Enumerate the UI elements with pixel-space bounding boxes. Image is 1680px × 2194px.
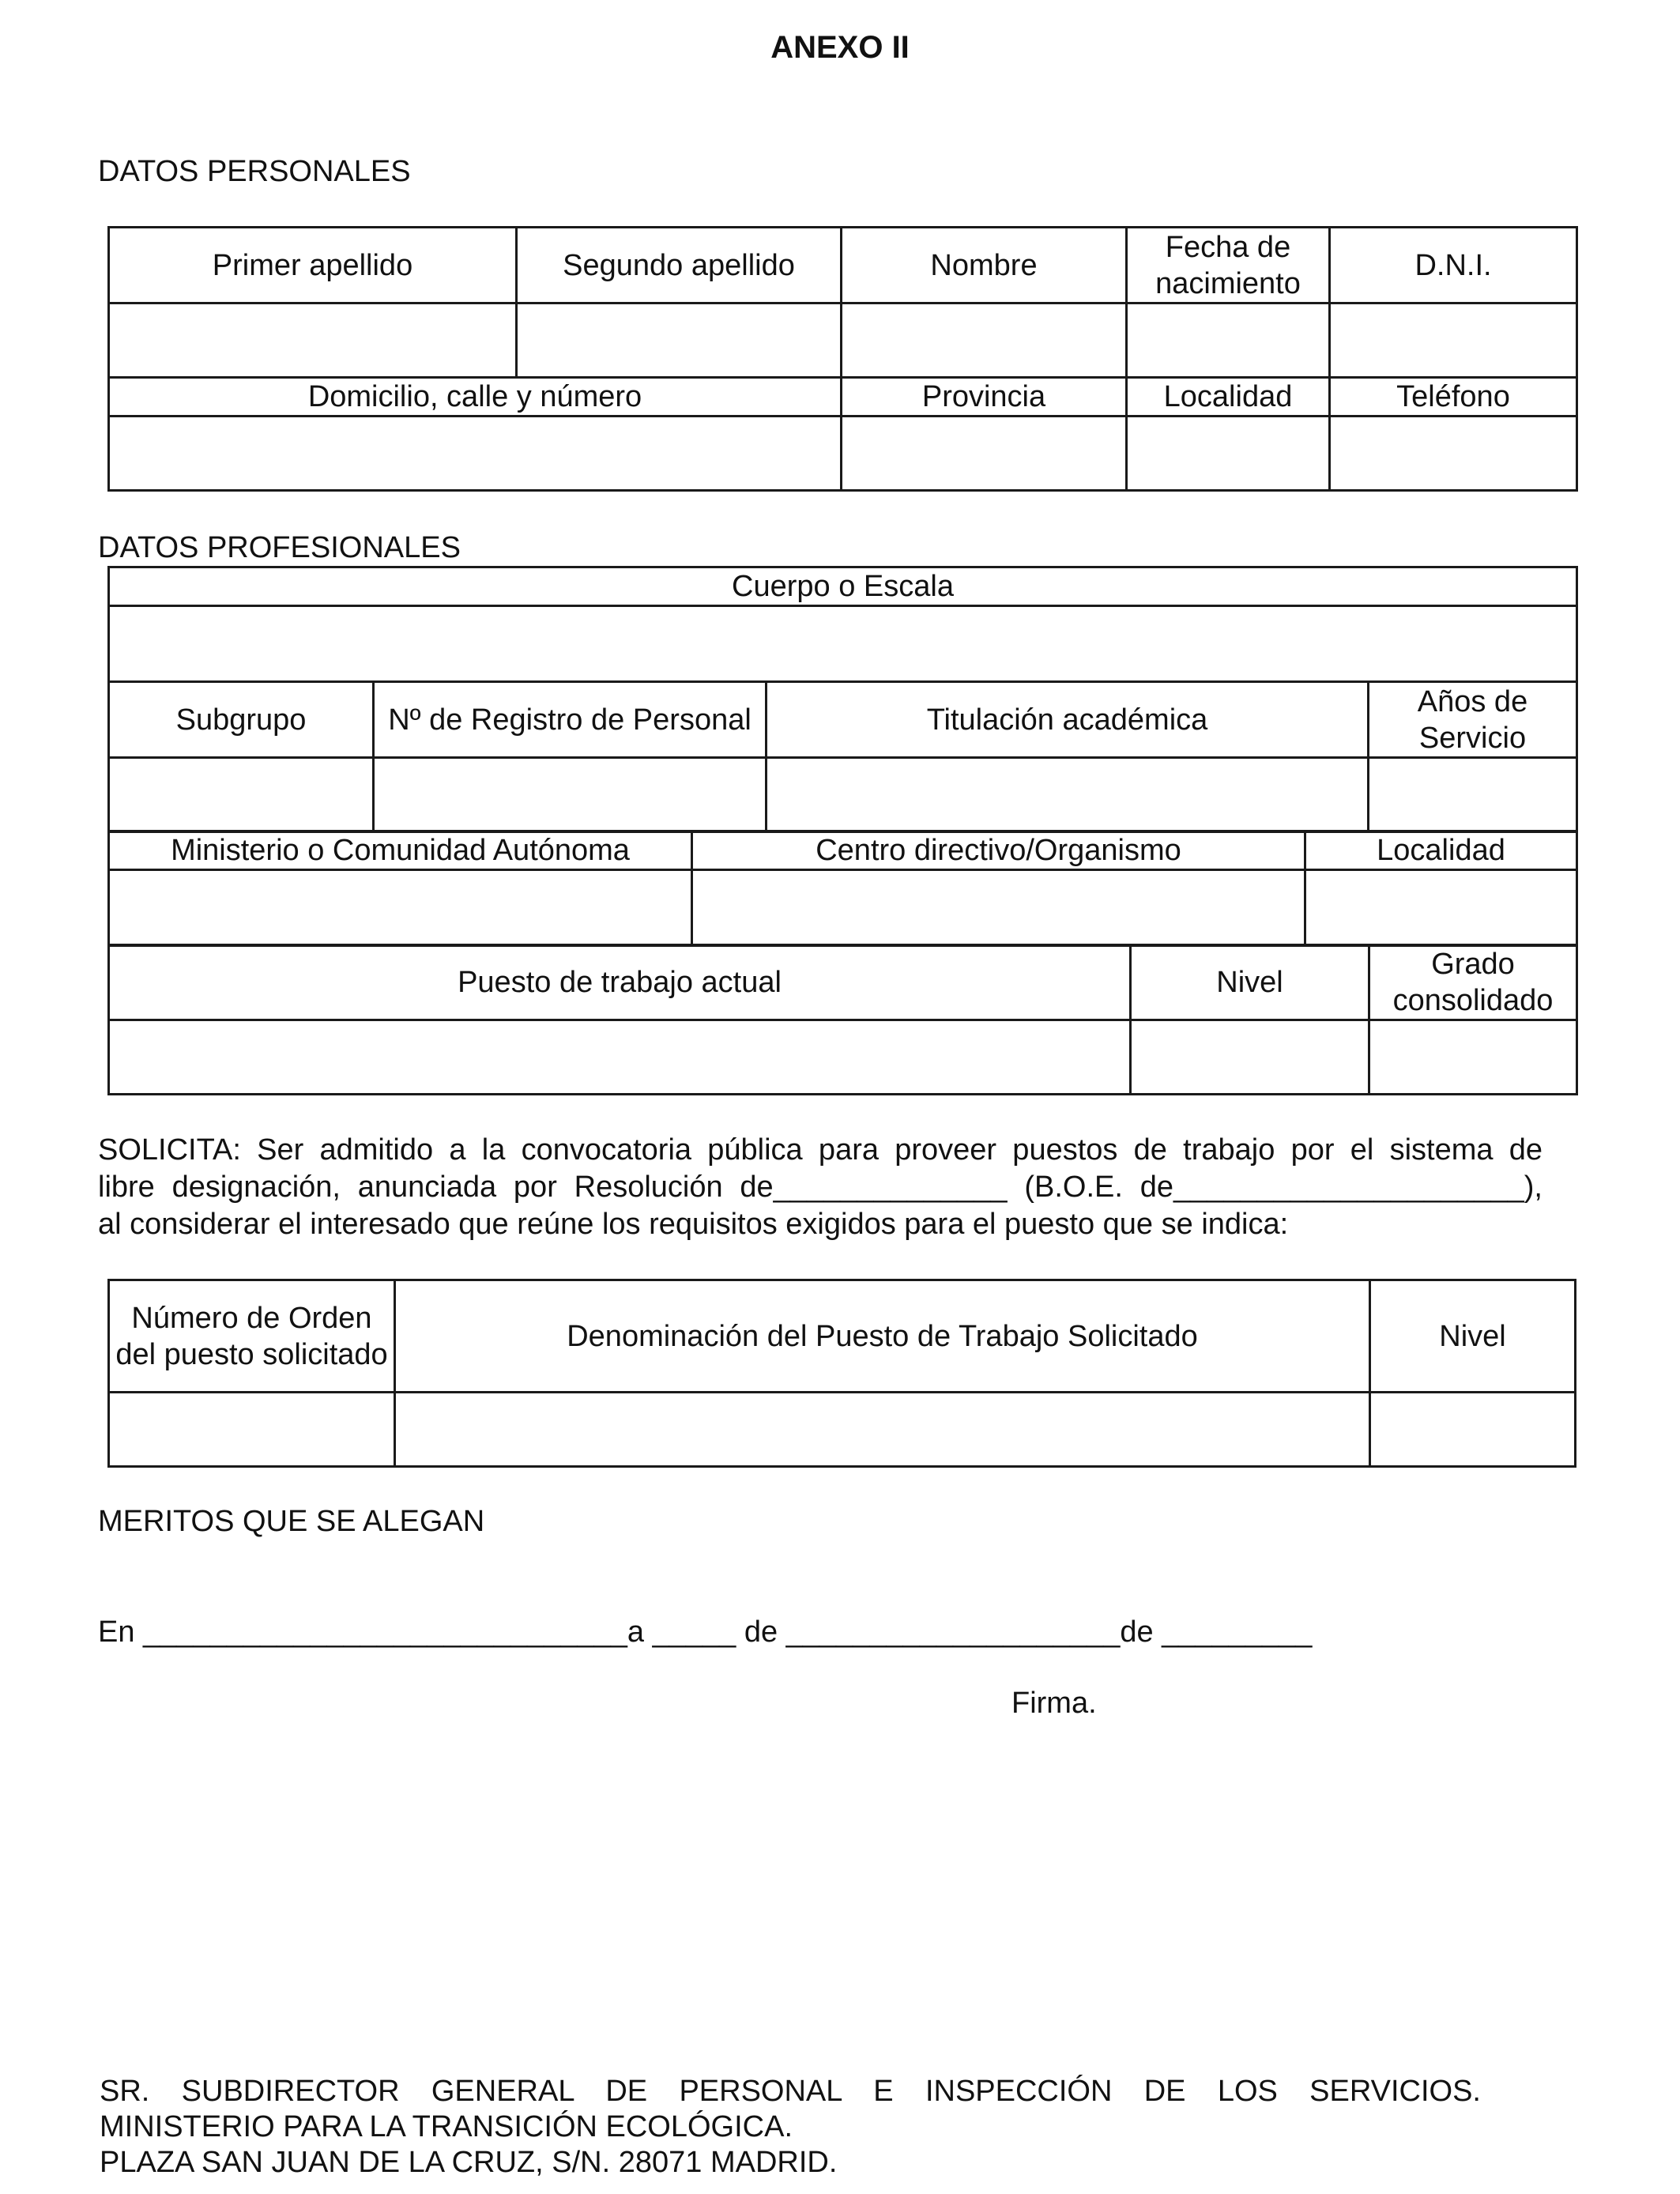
field-denominacion-puesto[interactable]: [395, 1393, 1370, 1467]
professional-data-table-a: [107, 566, 1578, 833]
header-segundo-apellido: Segundo apellido: [517, 228, 842, 303]
field-registro-personal[interactable]: [374, 758, 767, 832]
header-fecha-nacimiento: Fecha de nacimiento: [1127, 228, 1330, 303]
field-localidad-prof[interactable]: [1305, 870, 1577, 946]
field-ministerio[interactable]: [109, 870, 692, 946]
header-telefono: Teléfono: [1330, 378, 1577, 417]
field-fecha-nacimiento[interactable]: [1127, 303, 1330, 378]
header-registro-personal: Nº de Registro de Personal: [374, 682, 767, 758]
field-localidad[interactable]: [1127, 417, 1330, 491]
field-numero-orden[interactable]: [109, 1393, 395, 1467]
field-cuerpo-escala[interactable]: [109, 606, 1577, 682]
meritos-heading: MERITOS QUE SE ALEGAN: [98, 1505, 485, 1538]
header-denominacion-puesto: Denominación del Puesto de Trabajo Solicitado: [395, 1280, 1370, 1393]
field-nombre[interactable]: [842, 303, 1127, 378]
professional-data-table-b: [107, 830, 1578, 947]
header-ministerio: Ministerio o Comunidad Autónoma: [109, 831, 692, 870]
solicita-paragraph: [98, 1132, 1543, 1243]
professional-data-table-c: [107, 944, 1578, 1095]
header-localidad-prof: Localidad: [1305, 831, 1577, 870]
header-nivel-solicitado: Nivel: [1370, 1280, 1576, 1393]
header-dni: D.N.I.: [1330, 228, 1577, 303]
section-heading-profesionales: DATOS PROFESIONALES: [98, 531, 461, 564]
header-anos-servicio: Años de Servicio: [1369, 682, 1577, 758]
field-domicilio[interactable]: [109, 417, 842, 491]
signature-label: Firma.: [1011, 1687, 1097, 1720]
page-title: ANEXO II: [770, 30, 910, 65]
header-primer-apellido: Primer apellido: [109, 228, 517, 303]
header-nombre: Nombre: [842, 228, 1127, 303]
solicita-line-2: libre designación, anunciada por Resolución de______________ (B.O.E. de_____________________),: [98, 1171, 1543, 1204]
header-cuerpo-escala: Cuerpo o Escala: [109, 567, 1577, 606]
field-primer-apellido[interactable]: [109, 303, 517, 378]
address-line-3: PLAZA SAN JUAN DE LA CRUZ, S/N. 28071 MADRID.: [100, 2146, 838, 2179]
header-provincia: Provincia: [842, 378, 1127, 417]
header-numero-orden: Número de Orden del puesto solicitado: [109, 1280, 395, 1393]
field-nivel-solicitado[interactable]: [1370, 1393, 1576, 1467]
recipient-address: [100, 2074, 1481, 2181]
field-subgrupo[interactable]: [109, 758, 374, 832]
field-centro-directivo[interactable]: [692, 870, 1305, 946]
address-line-1: SR. SUBDIRECTOR GENERAL DE PERSONAL E INSPECCIÓN DE LOS SERVICIOS.: [100, 2075, 1481, 2108]
section-heading-personales: DATOS PERSONALES: [98, 155, 411, 188]
header-centro-directivo: Centro directivo/Organismo: [692, 831, 1305, 870]
solicita-line-3: al considerar el interesado que reúne los requisitos exigidos para el puesto que se indica:: [98, 1208, 1289, 1241]
field-grado-consolidado[interactable]: [1369, 1020, 1577, 1095]
field-titulacion[interactable]: [767, 758, 1369, 832]
header-puesto-actual: Puesto de trabajo actual: [109, 945, 1131, 1020]
field-puesto-actual[interactable]: [109, 1020, 1131, 1095]
field-segundo-apellido[interactable]: [517, 303, 842, 378]
field-dni[interactable]: [1330, 303, 1577, 378]
requested-post-table: [107, 1279, 1576, 1468]
address-line-2: MINISTERIO PARA LA TRANSICIÓN ECOLÓGICA.: [100, 2110, 793, 2143]
field-anos-servicio[interactable]: [1369, 758, 1577, 832]
solicita-line-1: SOLICITA: Ser admitido a la convocatoria pública para proveer puestos de trabajo por el sistema de: [98, 1133, 1543, 1167]
field-nivel[interactable]: [1131, 1020, 1369, 1095]
header-subgrupo: Subgrupo: [109, 682, 374, 758]
personal-data-table: [107, 226, 1578, 492]
header-domicilio: Domicilio, calle y número: [109, 378, 842, 417]
field-provincia[interactable]: [842, 417, 1127, 491]
header-titulacion: Titulación académica: [767, 682, 1369, 758]
header-grado-consolidado: Grado consolidado: [1369, 945, 1577, 1020]
place-date-line[interactable]: En _____________________________a _____ de ____________________de _________: [98, 1615, 1313, 1649]
header-nivel: Nivel: [1131, 945, 1369, 1020]
header-localidad: Localidad: [1127, 378, 1330, 417]
field-telefono[interactable]: [1330, 417, 1577, 491]
